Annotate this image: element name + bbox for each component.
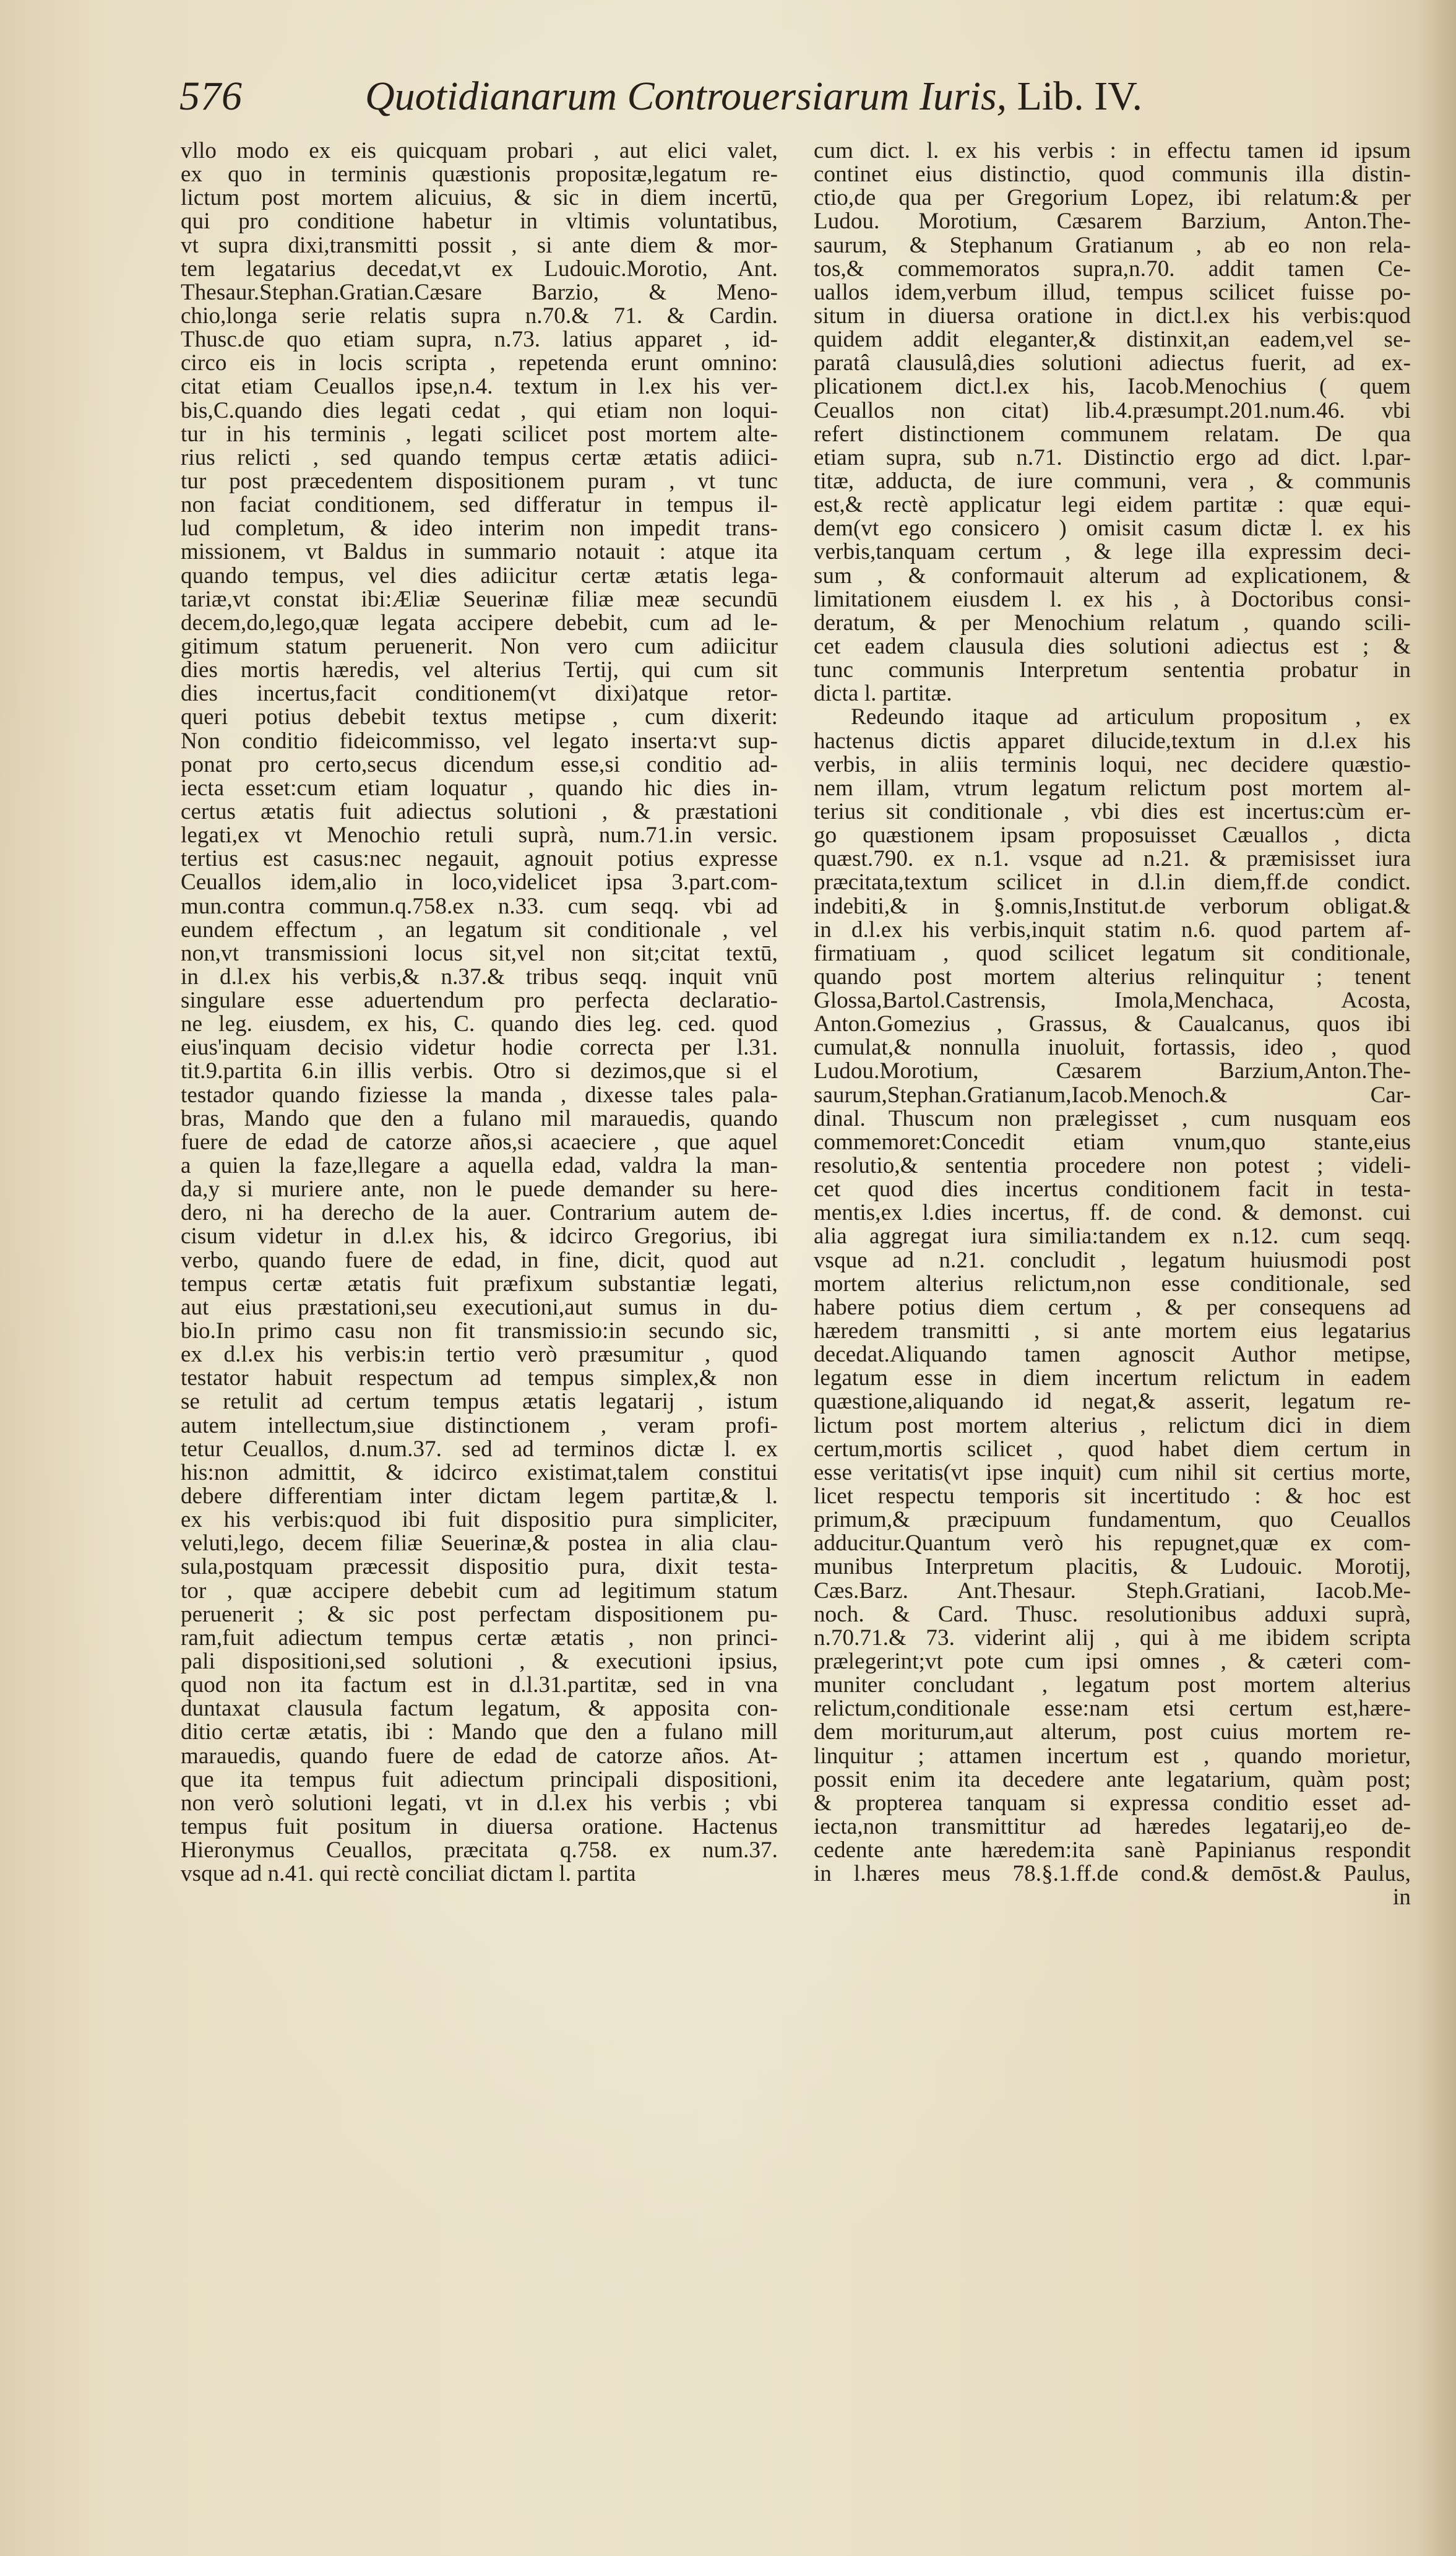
text-line: nem illam, vtrum legatum relictum post mortem al- xyxy=(814,776,1411,800)
text-line: commemoret:Concedit etiam vnum,quo stante,eius xyxy=(814,1130,1411,1155)
text-line: tempus certæ ætatis fuit præfixum substantiæ legati, xyxy=(181,1272,778,1296)
text-line: ctio,de qua per Gregorium Lopez, ibi relatum:& per xyxy=(814,186,1411,210)
text-line: sum , & conformauit alterum ad explicationem, & xyxy=(814,564,1411,588)
text-line: tetur Ceuallos, d.num.37. sed ad terminos dictæ l. ex xyxy=(181,1437,778,1461)
text-line: ex his verbis:quod ibi fuit dispositio pura simpliciter, xyxy=(181,1508,778,1532)
text-line: firmatiuam , quod scilicet legatum sit conditionale, xyxy=(814,941,1411,965)
text-line: cedente ante hæredem:ita sanè Papinianus respondit xyxy=(814,1839,1411,1863)
text-line: relictum,conditionale esse:nam etsi certum est,hære- xyxy=(814,1697,1411,1721)
text-line: dies incertus,facit conditionem(vt dixi)atque retor- xyxy=(181,682,778,706)
text-line: fuere de edad de catorze años,si acaeciere , que aquel xyxy=(181,1130,778,1155)
text-line: Thesaur.Stephan.Gratian.Cæsare Barzio, & Meno- xyxy=(181,280,778,304)
text-line: primum,& præcipuum fundamentum, quo Ceuallos xyxy=(814,1508,1411,1532)
text-line: Glossa,Bartol.Castrensis, Imola,Menchaca, Acosta, xyxy=(814,989,1411,1013)
text-line: peruenerit ; & sic post perfectam dispositionem pu- xyxy=(181,1602,778,1626)
text-line: vt supra dixi,transmitti possit , si ante diem & mor- xyxy=(181,233,778,257)
text-line: in l.hæres meus 78.§.1.ff.de cond.& demōst.& Paulus, xyxy=(814,1862,1411,1886)
running-title-italic: Quotidianarum Controuersiarum Iuris, xyxy=(365,74,1007,119)
text-line: dero, ni ha derecho de la auer. Contrarium autem de- xyxy=(181,1201,778,1225)
text-line: paratâ clausulâ,dies solutioni adiectus fuerit, ad ex- xyxy=(814,352,1411,376)
text-line: eius'inquam decisio videtur hodie correcta per l.31. xyxy=(181,1036,778,1060)
text-line: bis,C.quando dies legati cedat , qui etiam non loqui- xyxy=(181,399,778,423)
text-line: qui pro conditione habetur in vltimis voluntatibus, xyxy=(181,210,778,234)
text-line: noch. & Card. Thusc. resolutionibus adduxi suprà, xyxy=(814,1602,1411,1626)
text-line: dem moriturum,aut alterum, post cuius mortem re- xyxy=(814,1721,1411,1745)
text-line: quidem addit eleganter,& distinxit,an eadem,vel se- xyxy=(814,328,1411,352)
text-line: ex quo in terminis quæstionis propositæ,legatum re- xyxy=(181,163,778,187)
text-line: quod non ita factum est in d.l.31.partitæ, sed in vna xyxy=(181,1673,778,1698)
text-line: go quæstionem ipsam proposuisset Cæuallos , dicta xyxy=(814,824,1411,848)
text-line: verbo, quando fuere de edad, in fine, dicit, quod aut xyxy=(181,1248,778,1272)
text-line: da,y si muriere ante, non le puede demander su here- xyxy=(181,1178,778,1202)
text-line: a quien la faze,llegare a aquella edad, valdra la man- xyxy=(181,1154,778,1178)
text-line: eundem effectum , an legatum sit conditionale , vel xyxy=(181,918,778,942)
text-line: & propterea tanquam si expressa conditio esset ad- xyxy=(814,1791,1411,1815)
right-column xyxy=(814,139,1411,1910)
text-line: situm in diuersa oratione in dict.l.ex his verbis:quod xyxy=(814,304,1411,329)
text-line: marauedis, quando fuere de edad de catorze años. At- xyxy=(181,1744,778,1768)
text-line: iecta,non transmittitur ad hæredes legatarij,eo de- xyxy=(814,1815,1411,1839)
text-line: dinal. Thuscum non prælegisset , cum nusquam eos xyxy=(814,1107,1411,1131)
text-line: sula,postquam præcessit dispositio pura, dixit testa- xyxy=(181,1555,778,1579)
left-column xyxy=(181,139,778,1886)
text-line: certum,mortis scilicet , quod habet diem certum in xyxy=(814,1437,1411,1461)
text-line: dicta l. partitæ. xyxy=(814,682,952,706)
text-line: non faciat conditionem, sed differatur in tempus il- xyxy=(181,493,778,517)
text-line: gitimum statum peruenerit. Non vero cum adiicitur xyxy=(181,634,778,659)
text-line: rius relicti , sed quando tempus certæ ætatis adiici- xyxy=(181,446,778,470)
text-line: duntaxat clausula factum legatum, & apposita con- xyxy=(181,1697,778,1721)
text-line: tariæ,vt constat ibi:Æliæ Seuerinæ filiæ meæ secundū xyxy=(181,587,778,611)
text-line: vsque ad n.21. concludit , legatum huiusmodi post xyxy=(814,1248,1411,1272)
text-line: continet eius distinctio, quod communis illa distin- xyxy=(814,163,1411,187)
text-line: esse veritatis(vt ipse inquit) cum nihil sit certius morte, xyxy=(814,1461,1411,1485)
text-line: tem legatarius decedat,vt ex Ludouic.Morotio, Ant. xyxy=(181,257,778,281)
text-line: resolutio,& sententia procedere non potest ; videli- xyxy=(814,1154,1411,1178)
text-line: decem,do,lego,quæ legata accipere debebit, cum ad le- xyxy=(181,611,778,635)
text-line: linquitur ; attamen incertum est , quando morietur, xyxy=(814,1744,1411,1768)
text-line: in d.l.ex his verbis,inquit statim n.6. quod partem af- xyxy=(814,918,1411,942)
text-line: lud completum, & ideo interim non impedit trans- xyxy=(181,517,778,541)
text-line: Redeundo itaque ad articulum propositum , ex xyxy=(851,706,1411,730)
text-line: præcitata,textum scilicet in d.l.in diem,ff.de condict. xyxy=(814,871,1411,895)
text-line: citat etiam Ceuallos ipse,n.4. textum in l.ex his ver- xyxy=(181,375,778,399)
text-line: vllo modo ex eis quicquam probari , aut elici valet, xyxy=(181,139,778,163)
running-title-book: Lib. IV. xyxy=(1007,74,1142,119)
text-line: bio.In primo casu non fit transmissio:in secundo sic, xyxy=(181,1319,778,1344)
running-header xyxy=(179,73,1293,129)
text-line: ditio certæ ætatis, ibi : Mando que den a fulano mill xyxy=(181,1721,778,1745)
text-line: bras, Mando que den a fulano mil marauedis, quando xyxy=(181,1107,778,1131)
text-line: missionem, vt Baldus in summario notauit : atque ita xyxy=(181,540,778,564)
text-line: vsque ad n.41. qui rectè conciliat dictam l. partita xyxy=(181,1862,636,1886)
text-line: certus ætatis fuit adiectus solutioni , & præstationi xyxy=(181,800,778,824)
text-line: legati,ex vt Menochio retuli suprà, num.71.in versic. xyxy=(181,824,778,848)
text-line: aut eius præstationi,seu executioni,aut sumus in du- xyxy=(181,1295,778,1320)
text-line: mortem alterius relictum,non esse conditionale, sed xyxy=(814,1272,1411,1296)
text-line: mun.contra commun.q.758.ex n.33. cum seqq. vbi ad xyxy=(181,894,778,918)
text-line: cet eadem clausula dies solutioni adiectus est ; & xyxy=(814,634,1411,659)
text-line: titæ, adducta, de iure communi, vera , & communis xyxy=(814,469,1411,494)
text-line: cum dict. l. ex his verbis : in effectu tamen id ipsum xyxy=(814,139,1411,163)
text-line: quando tempus, vel dies adiicitur certæ ætatis lega- xyxy=(181,564,778,588)
text-line: quando post mortem alterius relinquitur ; tenent xyxy=(814,965,1411,990)
text-line: que ita tempus fuit adiectum principali dispositioni, xyxy=(181,1768,778,1792)
text-line: deratum, & per Menochium relatum , quando scili- xyxy=(814,611,1411,635)
text-line: Ludou.Morotium, Cæsarem Barzium,Anton.The- xyxy=(814,1060,1411,1084)
text-line: licet respectu temporis sit incertitudo : & hoc est xyxy=(814,1485,1411,1509)
text-line: se retulit ad certum tempus ætatis legatarij , istum xyxy=(181,1390,778,1414)
text-line: munibus Interpretum placitis, & Ludouic. Morotij, xyxy=(814,1555,1411,1579)
text-line: refert distinctionem communem relatam. De qua xyxy=(814,422,1411,446)
text-line: Hieronymus Ceuallos, præcitata q.758. ex num.37. xyxy=(181,1839,778,1863)
text-line: est,& rectè applicatur legi eidem partitæ : quæ equi- xyxy=(814,493,1411,517)
text-line: hactenus dictis apparet dilucide,textum in d.l.ex his xyxy=(814,729,1411,753)
text-line: autem intellectum,siue distinctionem , veram profi- xyxy=(181,1414,778,1438)
text-line: Cæs.Barz. Ant.Thesaur. Steph.Gratiani, Iacob.Me- xyxy=(814,1579,1411,1603)
text-line: habere potius diem certum , & per consequens ad xyxy=(814,1295,1411,1320)
text-line: cisum videtur in d.l.ex his, & idcirco Gregorius, ibi xyxy=(181,1225,778,1249)
text-line: Anton.Gomezius , Grassus, & Caualcanus, quos ibi xyxy=(814,1012,1411,1037)
text-line: tunc communis Interpretum sententia probatur in xyxy=(814,658,1411,683)
text-line: non,vt transmissioni locus sit,vel non sit;citat textū, xyxy=(181,941,778,965)
text-line: uallos idem,verbum illud, tempus scilicet fuisse po- xyxy=(814,280,1411,304)
running-title xyxy=(365,73,1142,120)
text-line: Non conditio fideicommisso, vel legato inserta:vt sup- xyxy=(181,729,778,753)
text-line: cumulat,& nonnulla inuoluit, fortassis, ideo , quod xyxy=(814,1036,1411,1060)
text-line: tos,& commemoratos supra,n.70. addit tamen Ce- xyxy=(814,257,1411,281)
text-line: veluti,lego, decem filiæ Seuerinæ,& postea in alia clau- xyxy=(181,1532,778,1556)
text-line: saurum, & Stephanum Gratianum , ab eo non rela- xyxy=(814,233,1411,257)
text-line: mentis,ex l.dies incertus, ff. de cond. & demonst. cui xyxy=(814,1201,1411,1225)
text-line: tertius est casus:nec negauit, agnouit potius expresse xyxy=(181,847,778,871)
text-line: hæredem transmitti , si ante mortem eius legatarius xyxy=(814,1319,1411,1344)
text-line: tur in his terminis , legati scilicet post mortem alte- xyxy=(181,422,778,446)
text-line: quæstione,aliquando id negat,& asserit, legatum re- xyxy=(814,1390,1411,1414)
text-line: legatum esse in diem incertum relictum in eadem xyxy=(814,1367,1411,1391)
text-line: Thusc.de quo etiam supra, n.73. latius apparet , id- xyxy=(181,328,778,352)
text-line: debere differentiam inter dictam legem partitæ,& l. xyxy=(181,1485,778,1509)
text-line: dies mortis hæredis, vel alterius Tertij, qui cum sit xyxy=(181,658,778,683)
text-line: Ceuallos non citat) lib.4.præsumpt.201.num.46. vbi xyxy=(814,399,1411,423)
text-line: cet quod dies incertus conditionem facit in testa- xyxy=(814,1178,1411,1202)
text-line: ex d.l.ex his verbis:in tertio verò præsumitur , quod xyxy=(181,1343,778,1367)
text-line: testator habuit respectum ad tempus simplex,& non xyxy=(181,1367,778,1391)
text-line: lictum post mortem alicuius, & sic in diem incertū, xyxy=(181,186,778,210)
text-line: his:non admittit, & idcirco existimat,talem constitui xyxy=(181,1461,778,1485)
text-line: decedat.Aliquando tamen agnoscit Author metipse, xyxy=(814,1343,1411,1367)
text-line: quæst.790. ex n.1. vsque ad n.21. & præmisisset iura xyxy=(814,847,1411,871)
text-line: queri potius debebit textus metipse , cum dixerit: xyxy=(181,706,778,730)
text-line: chio,longa serie relatis supra n.70.& 71. & Cardin. xyxy=(181,304,778,329)
text-line: Ceuallos idem,alio in loco,videlicet ipsa 3.part.com- xyxy=(181,871,778,895)
text-line: possit enim ita decedere ante legatarium, quàm post; xyxy=(814,1768,1411,1792)
text-line: prælegerint;vt pote cum ipsi omnes , & cæteri com- xyxy=(814,1650,1411,1674)
text-line: ne leg. eiusdem, ex his, C. quando dies leg. ced. quod xyxy=(181,1012,778,1037)
text-line: pali dispositioni,sed solutioni , & executioni ipsius, xyxy=(181,1650,778,1674)
text-line: alia aggregat iura similia:tandem ex n.12. cum seqq. xyxy=(814,1225,1411,1249)
text-line: tur post præcedentem dispositionem puram , vt tunc xyxy=(181,469,778,494)
text-line: lictum post mortem alterius , relictum dici in diem xyxy=(814,1414,1411,1438)
text-line: limitationem eiusdem l. ex his , à Doctoribus consi- xyxy=(814,587,1411,611)
text-line: circo eis in locis scripta , repetenda erunt omnino: xyxy=(181,352,778,376)
text-line: adducitur.Quantum verò his repugnet,quæ ex com- xyxy=(814,1532,1411,1556)
text-line: dem(vt ego consicero ) omisit casum dictæ l. ex his xyxy=(814,517,1411,541)
text-line: non verò solutioni legati, vt in d.l.ex his verbis ; vbi xyxy=(181,1791,778,1815)
text-line: ram,fuit adiectum tempus certæ ætatis , non princi- xyxy=(181,1626,778,1650)
text-line: in xyxy=(1393,1886,1411,1910)
text-line: plicationem dict.l.ex his, Iacob.Menochius ( quem xyxy=(814,375,1411,399)
text-line: ponat pro certo,secus dicendum esse,si conditio ad- xyxy=(181,753,778,777)
text-line: indebiti,& in §.omnis,Institut.de verborum obligat.& xyxy=(814,894,1411,918)
text-line: saurum,Stephan.Gratianum,Iacob.Menoch.& Car- xyxy=(814,1083,1411,1107)
text-line: singulare esse aduertendum pro perfecta declaratio- xyxy=(181,989,778,1013)
text-line: in d.l.ex his verbis,& n.37.& tribus seqq. inquit vnū xyxy=(181,965,778,990)
text-line: testador quando fiziesse la manda , dixesse tales pala- xyxy=(181,1083,778,1107)
text-line: verbis, in aliis terminis loqui, nec decidere quæstio- xyxy=(814,753,1411,777)
text-line: muniter concludant , legatum post mortem alterius xyxy=(814,1673,1411,1698)
text-line: etiam supra, sub n.71. Distinctio ergo ad dict. l.par- xyxy=(814,446,1411,470)
text-line: iecta esset:cum etiam loquatur , quando hic dies in- xyxy=(181,776,778,800)
text-line: verbis,tanquam certum , & lege illa expressim deci- xyxy=(814,540,1411,564)
text-line: n.70.71.& 73. viderint alij , qui à me ibidem scripta xyxy=(814,1626,1411,1650)
text-line: Ludou. Morotium, Cæsarem Barzium, Anton.The- xyxy=(814,210,1411,234)
text-line: tit.9.partita 6.in illis verbis. Otro si dezimos,que si el xyxy=(181,1060,778,1084)
text-line: terius sit conditionale , vbi dies est incertus:cùm er- xyxy=(814,800,1411,824)
text-line: tor , quæ accipere debebit cum ad legitimum statum xyxy=(181,1579,778,1603)
text-line: tempus fuit positum in diuersa oratione. Hactenus xyxy=(181,1815,778,1839)
page-number: 576 xyxy=(179,74,243,119)
